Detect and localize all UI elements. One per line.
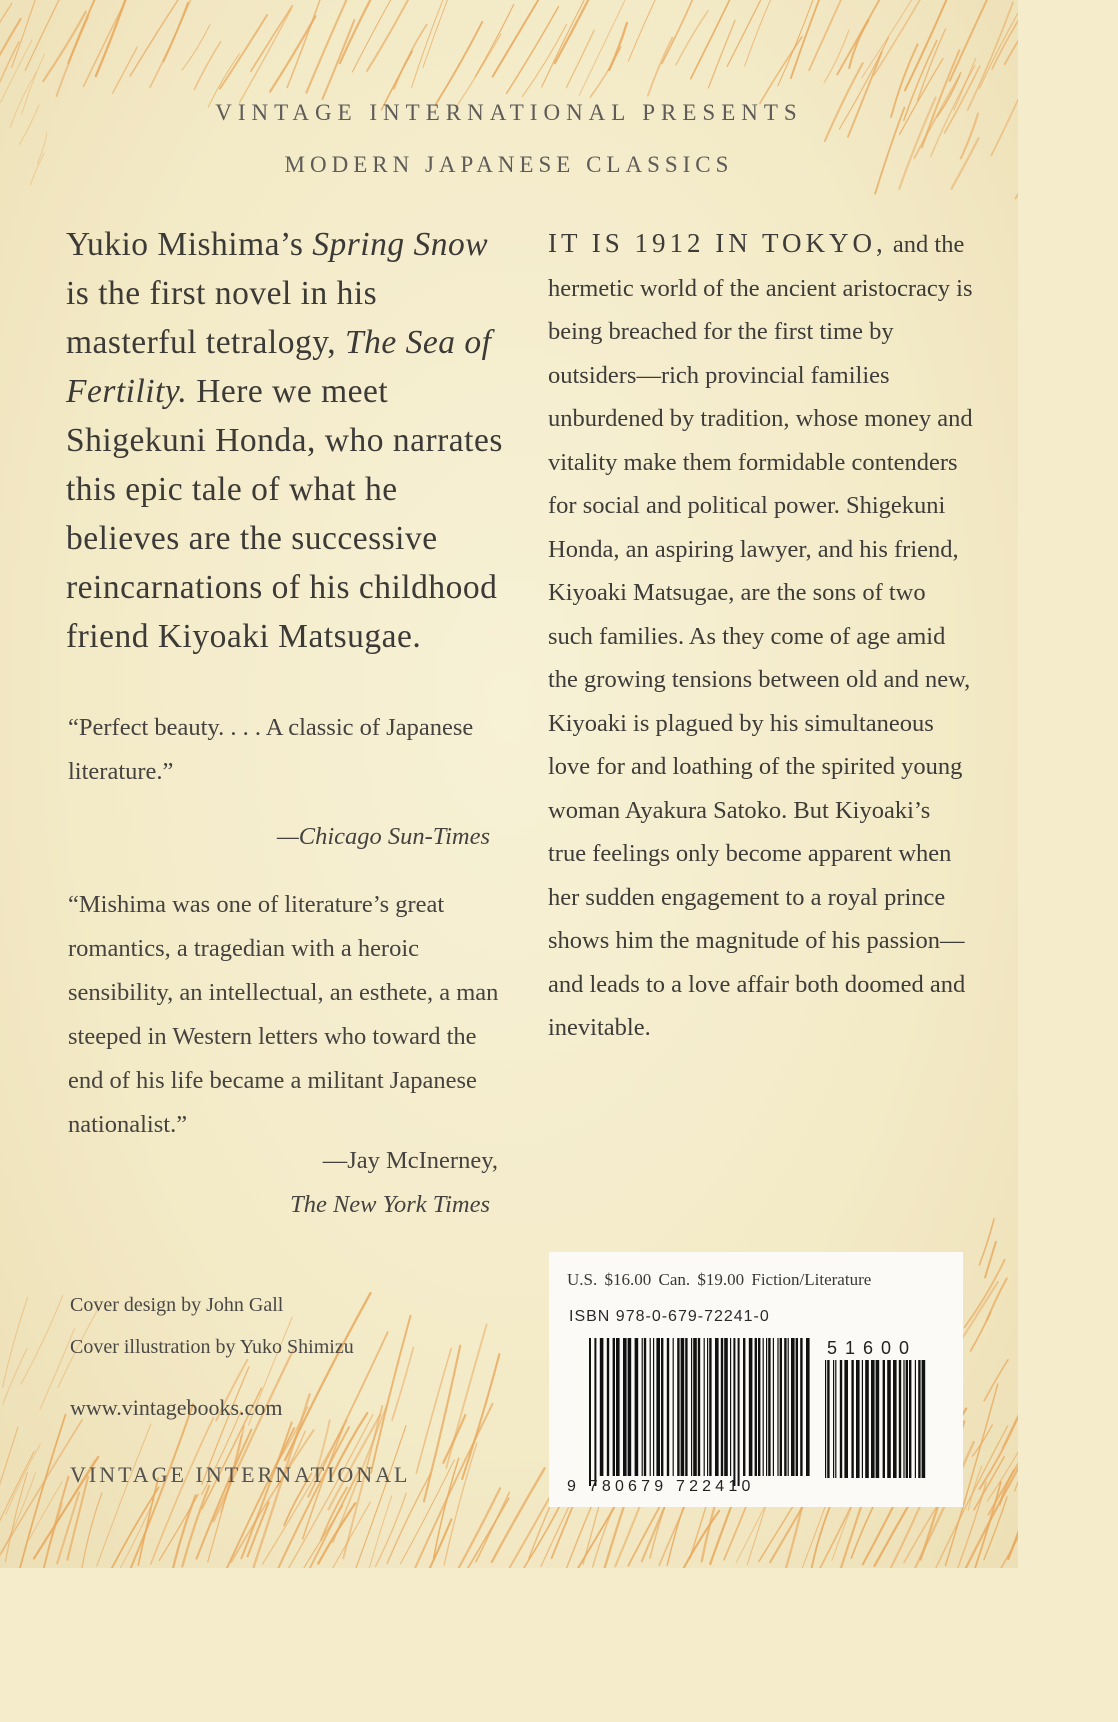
- hatch-stroke: [412, 0, 446, 87]
- barcode-bar: [707, 1338, 708, 1476]
- barcode-panel: [549, 1252, 963, 1507]
- barcode-bar: [589, 1338, 591, 1486]
- hatch-stroke: [353, 1426, 406, 1568]
- hatch-stroke: [980, 9, 1018, 89]
- intro-paragraph: Yukio Mishima’s Spring Snow is the first novel in his masterful tetralogy, The Sea of Fertility. Here we meet Shigekuni Honda, who narrates this epic tale of what he believes are the successive reincarnations of his childhood friend Kiyoaki Matsugae.: [66, 226, 503, 655]
- barcode-bar: [733, 1338, 735, 1486]
- barcode-bar: [600, 1338, 604, 1476]
- barcode-bar: [724, 1338, 728, 1476]
- hatch-stroke: [6, 1444, 40, 1514]
- hatch-stroke: [609, 23, 627, 70]
- hatch-stroke: [96, 0, 138, 76]
- barcode-bar: [644, 1338, 646, 1476]
- barcode-bar: [758, 1338, 760, 1476]
- synopsis-body: and the hermetic world of the ancient aristocracy is being breached for the first time by outsiders—rich provincial families unburdened by tradition, whose money and vitality make them formidable contenders for social and political power. Shigekuni Honda, an aspiring lawyer, and his friend, Kiyoaki Matsugae, are the sons of two such families. As they come of age amid the growing tensions between old and new, Kiyoaki is plagued by his simultaneous love for and loathing of the spirited young woman Ayakura Satoko. But Kiyoaki’s true feelings only become apparent when her sudden engagement to a royal prince shows him the magnitude of his passion—and leads to a love affair both doomed and inevitable.: [548, 231, 973, 1041]
- addon-bar: [899, 1360, 901, 1478]
- hatch-stroke: [791, 0, 820, 78]
- barcode-bar: [677, 1338, 679, 1476]
- barcode-bar: [777, 1338, 778, 1476]
- barcode-bar: [788, 1338, 789, 1476]
- addon-bar: [840, 1360, 842, 1478]
- hatch-stroke: [436, 22, 482, 104]
- barcode-bar: [784, 1338, 786, 1476]
- barcode-bar: [743, 1338, 745, 1476]
- hatch-stroke: [130, 0, 203, 76]
- addon-bar: [871, 1360, 875, 1478]
- hatch-stroke: [270, 16, 315, 91]
- hatch-stroke: [182, 25, 210, 71]
- barcode-bar: [613, 1338, 615, 1476]
- addon-bar: [844, 1360, 848, 1478]
- hatch-stroke: [371, 1316, 411, 1473]
- hatch-stroke: [662, 0, 694, 63]
- addon-bar: [918, 1360, 920, 1478]
- barcode-bar: [763, 1338, 764, 1476]
- addon-bar: [833, 1360, 834, 1478]
- barcode-bar: [780, 1338, 782, 1476]
- hatch-stroke: [214, 1350, 294, 1522]
- barcode-bar: [693, 1338, 697, 1476]
- barcode-bar: [800, 1338, 802, 1476]
- hatch-stroke: [12, 0, 41, 67]
- addon-bar: [906, 1360, 908, 1478]
- addon-bar: [835, 1360, 836, 1478]
- series-title: The Sea of Fertility.: [66, 324, 492, 410]
- hatch-stroke: [745, 0, 779, 66]
- addon-bar: [865, 1360, 869, 1478]
- addon-bar: [887, 1360, 891, 1478]
- barcode-icon: [549, 1252, 963, 1507]
- barcode-bar: [628, 1338, 632, 1476]
- barcode-bar: [635, 1338, 639, 1476]
- price-line: U.S. $16.00 Can. $19.00 Fiction/Literature: [567, 1270, 872, 1289]
- addon-bar: [856, 1360, 860, 1478]
- addon-bar: [909, 1360, 911, 1478]
- hatch-stroke: [593, 1500, 617, 1567]
- cover-illustration-credit: Cover illustration by Yuko Shimizu: [70, 1336, 354, 1358]
- barcode-bar: [691, 1338, 692, 1476]
- review-quote-2: “Mishima was one of literature’s great romantics, a tragedian with a heroic sensibility, an intellectual, an esthete, a man steeped in Western letters who toward the end of his life became a militant Japanese nationalist.”: [68, 891, 499, 1138]
- publisher-imprint: VINTAGE INTERNATIONAL: [70, 1462, 411, 1487]
- barcode-bar: [704, 1338, 705, 1476]
- isbn-number: ISBN 978-0-679-72241-0: [569, 1308, 770, 1325]
- ean-digits: 9 780679 722410: [567, 1478, 755, 1495]
- barcode-bar: [709, 1338, 711, 1476]
- addon-bar: [893, 1360, 897, 1478]
- hatch-stroke: [352, 0, 398, 72]
- barcode-bar: [730, 1338, 731, 1476]
- hatch-stroke: [493, 0, 546, 77]
- hatch-stroke: [150, 0, 203, 87]
- hatch-stroke: [615, 1506, 639, 1566]
- hatch-stroke: [223, 1428, 294, 1568]
- addon-bar: [862, 1360, 863, 1478]
- hatch-stroke: [648, 38, 673, 96]
- price-code: 51600: [827, 1338, 918, 1358]
- website-link[interactable]: www.vintagebooks.com: [70, 1395, 283, 1420]
- hatch-stroke: [82, 1493, 102, 1568]
- hatch-stroke: [984, 1360, 1008, 1401]
- barcode-bar: [673, 1338, 674, 1476]
- hatch-stroke: [340, 0, 377, 63]
- synopsis: [548, 222, 973, 1050]
- hatch-stroke: [322, 20, 354, 99]
- hatch-stroke: [56, 16, 88, 96]
- hatch-stroke: [475, 5, 514, 77]
- series-header: VINTAGE INTERNATIONAL PRESENTS: [215, 100, 803, 125]
- barcode-bar: [755, 1338, 757, 1476]
- hatch-stroke: [874, 0, 922, 75]
- hatch-stroke: [918, 29, 946, 100]
- barcode-bar: [667, 1338, 669, 1476]
- review-source-1: —Chicago Sun-Times: [276, 823, 490, 850]
- hatch-stroke: [434, 1458, 459, 1558]
- hatch-stroke: [3, 1349, 27, 1405]
- review-author-2: —Jay McInerney,: [322, 1147, 498, 1174]
- hatch-stroke: [628, 0, 660, 61]
- addon-bar: [825, 1360, 826, 1478]
- barcode-bar: [768, 1338, 770, 1476]
- hatch-stroke: [566, 30, 594, 88]
- hatch-stroke: [985, 1242, 996, 1278]
- addon-bar: [876, 1360, 880, 1478]
- barcode-bar: [594, 1338, 596, 1486]
- barcode-bar: [796, 1338, 798, 1476]
- hatch-stroke: [691, 0, 745, 79]
- barcode-bar: [616, 1338, 620, 1476]
- hatch-stroke: [48, 1503, 63, 1549]
- hatch-stroke: [164, 3, 189, 62]
- hatch-stroke: [681, 1511, 719, 1568]
- hatch-stroke: [0, 19, 21, 95]
- barcode-bar: [607, 1338, 609, 1476]
- hatch-stroke: [708, 20, 735, 88]
- hatch-stroke: [285, 1293, 371, 1460]
- hatch-stroke: [837, 0, 903, 74]
- hatch-stroke: [507, 7, 559, 94]
- barcode-bar: [766, 1338, 767, 1476]
- hatch-stroke: [849, 21, 868, 68]
- barcode-bar: [653, 1338, 654, 1476]
- barcode-bar: [806, 1338, 810, 1476]
- hatch-stroke: [443, 1415, 465, 1463]
- hatch-stroke: [423, 0, 464, 68]
- hatch-stroke: [0, 1427, 18, 1568]
- cover-design-credit: Cover design by John Gall: [70, 1294, 284, 1316]
- barcode-bar: [623, 1338, 627, 1476]
- hatch-stroke: [43, 12, 86, 81]
- hatch-stroke: [239, 9, 291, 103]
- hatch-stroke: [321, 1488, 347, 1540]
- addon-bar: [922, 1360, 926, 1478]
- review-quote-1: “Perfect beauty. . . . A classic of Japanese literature.”: [68, 714, 474, 785]
- barcode-bar: [650, 1338, 651, 1476]
- hatch-stroke: [522, 25, 566, 97]
- hatch-stroke: [107, 1487, 159, 1568]
- hatch-stroke: [760, 37, 802, 104]
- barcode-bar: [721, 1338, 723, 1476]
- hatch-stroke: [44, 1477, 69, 1568]
- barcode-bar: [656, 1338, 660, 1476]
- addon-bar: [883, 1360, 885, 1478]
- hatch-stroke: [786, 1500, 804, 1568]
- hatch-stroke: [367, 0, 421, 71]
- barcode-bar: [749, 1338, 753, 1476]
- hatch-stroke: [425, 1519, 451, 1568]
- addon-bar: [903, 1360, 904, 1478]
- hatch-stroke: [0, 1420, 82, 1560]
- barcode-bar: [681, 1338, 685, 1476]
- review-publication-2: The New York Times: [290, 1191, 490, 1218]
- hatch-stroke: [251, 6, 292, 71]
- barcode-bar: [685, 1338, 687, 1476]
- hatch-stroke: [968, 2, 1014, 110]
- barcode-bar: [715, 1338, 719, 1476]
- barcode-bar: [773, 1338, 774, 1476]
- barcode-bar: [791, 1338, 795, 1476]
- hatch-stroke: [462, 1354, 499, 1479]
- hatch-stroke: [194, 42, 220, 90]
- book-title-spring-snow: Spring Snow: [312, 226, 489, 263]
- barcode-bar: [642, 1338, 643, 1476]
- hatch-stroke: [220, 15, 267, 89]
- addon-bar: [851, 1360, 853, 1478]
- hatch-stroke: [676, 11, 708, 65]
- hatch-stroke: [231, 1430, 313, 1562]
- addon-bar: [827, 1360, 829, 1478]
- hatch-stroke: [30, 1482, 63, 1539]
- barcode-bar: [738, 1338, 740, 1486]
- synopsis-lead: IT IS 1912 IN TOKYO,: [548, 228, 887, 258]
- series-subheader: MODERN JAPANESE CLASSICS: [284, 152, 734, 177]
- addon-bar: [915, 1360, 916, 1478]
- barcode-bar: [698, 1338, 700, 1476]
- hatch-stroke: [392, 1348, 413, 1420]
- hatch-stroke: [414, 1404, 493, 1568]
- hatch-stroke: [84, 0, 140, 86]
- barcode-bar: [661, 1338, 663, 1476]
- hatch-stroke: [555, 0, 593, 63]
